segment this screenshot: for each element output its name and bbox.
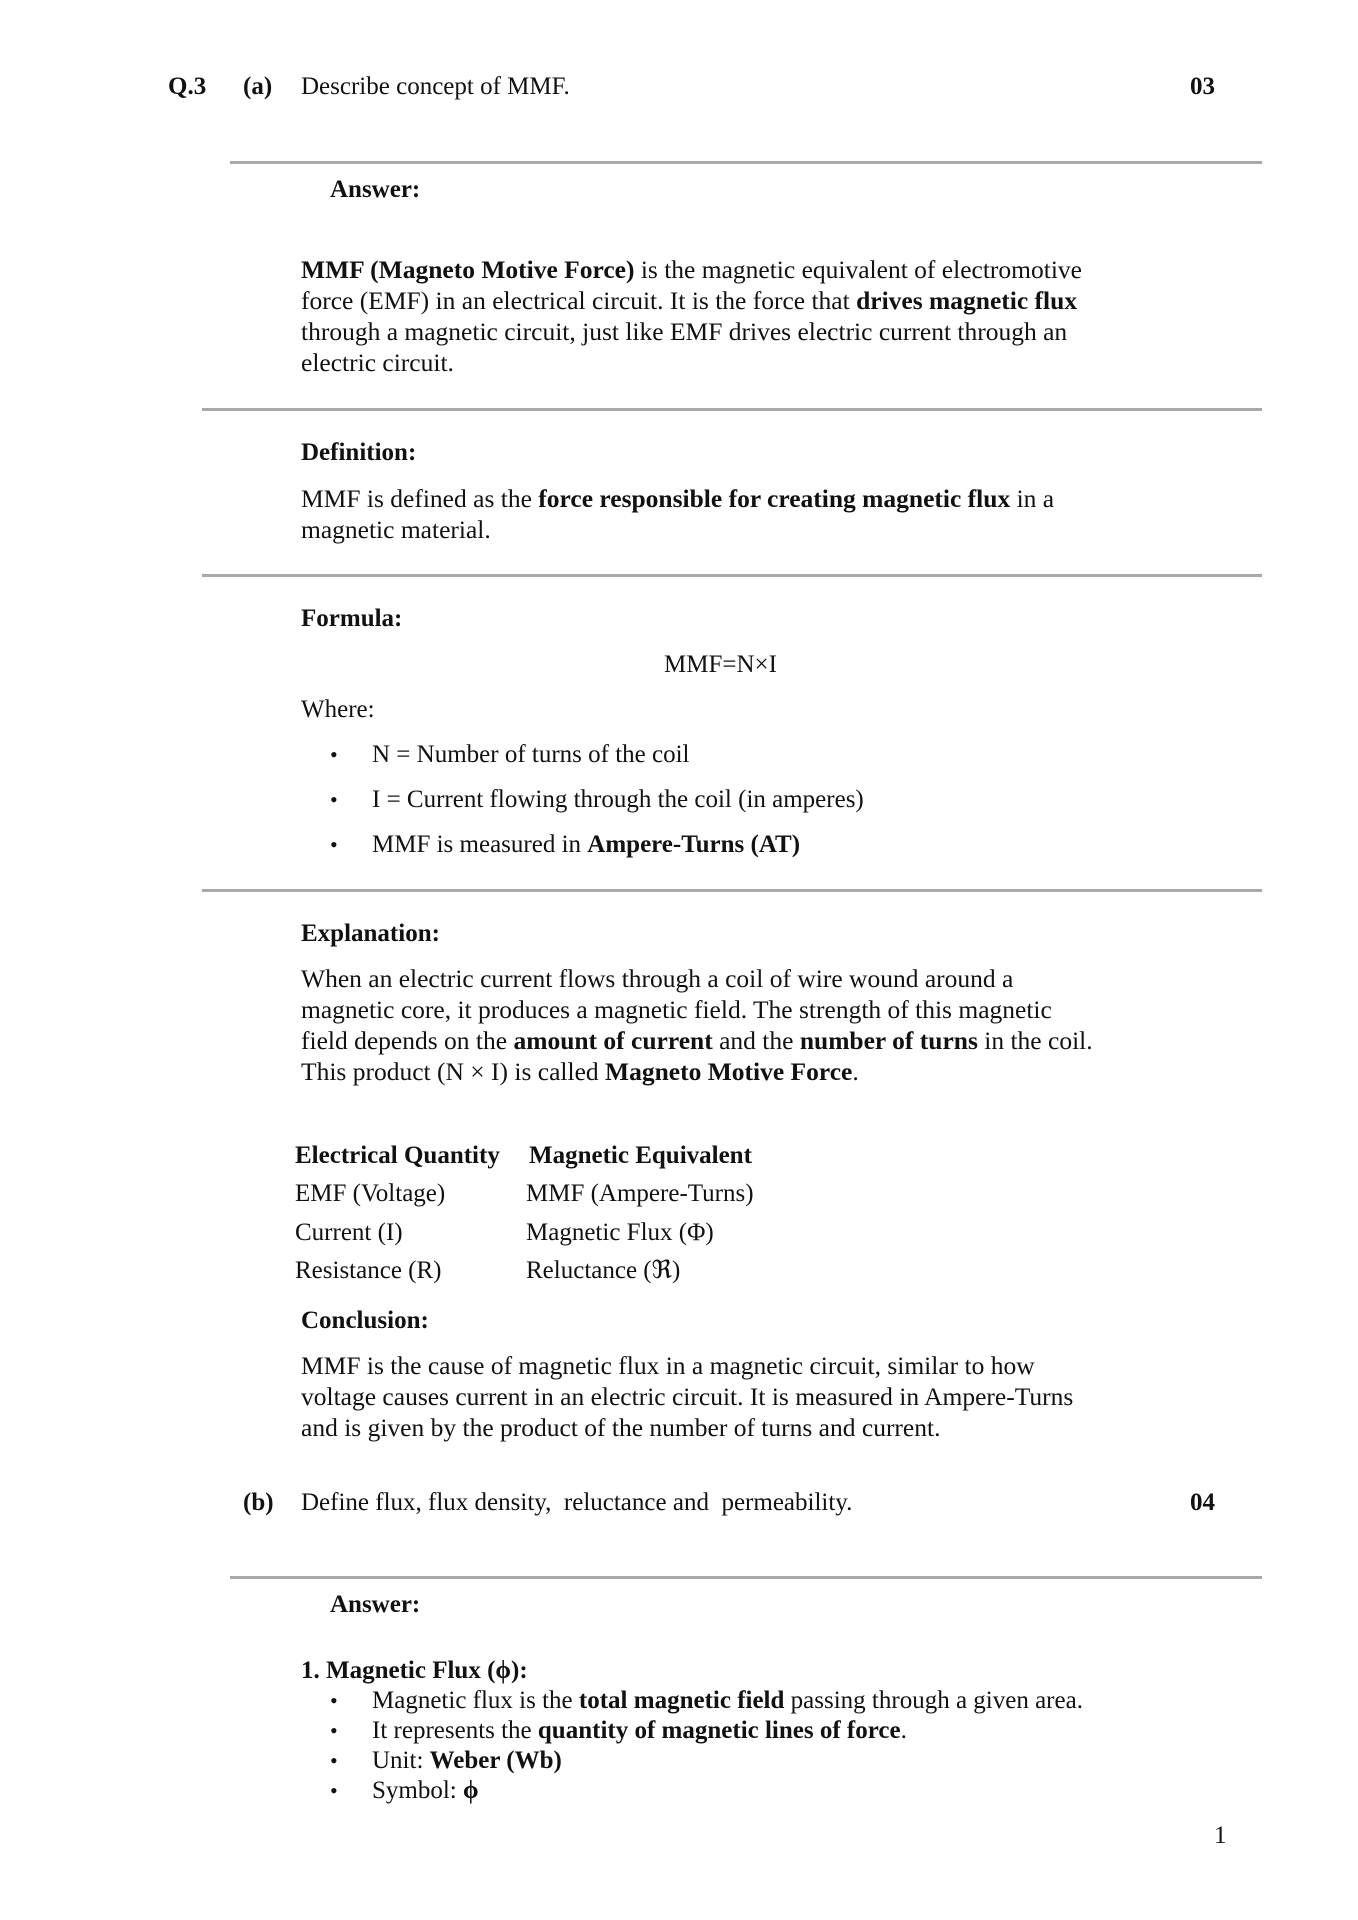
table-cell: Resistance (R) [295,1257,442,1284]
explanation-heading: Explanation: [301,920,440,947]
intro-paragraph: MMF (Magneto Motive Force) is the magnetic equivalent of electromotive force (EMF) in an electrical circuit. It is the force that drives magnetic flux through a magnetic circuit, just like EMF drives electric current through an electric circuit. [301,255,1082,377]
explanation-paragraph: When an electric current flows through a coil of wire wound around a magnetic core, it produces a magnetic field. The strength of this magnetic field depends on the amount of current and the number of turns in the coil. This product (N × I) is called Magneto Motive Force. [301,964,1093,1086]
flux-heading: 1. Magnetic Flux (ϕ): [301,1657,528,1684]
bullet-icon: • [330,787,338,812]
part-a-label: (a) [243,73,273,100]
bullet-icon: • [330,1688,338,1713]
divider [202,574,1262,577]
divider [202,889,1262,892]
part-b-question: Define flux, flux density, reluctance and permeability. [301,1489,853,1516]
bullet-icon: • [330,832,338,857]
definition-heading: Definition: [301,439,417,466]
answer-heading-a: Answer: [330,176,421,203]
part-b-marks: 04 [1190,1489,1215,1516]
question-number: Q.3 [168,73,207,100]
divider [230,1576,1262,1579]
mmf-term: MMF (Magneto Motive Force) [301,255,635,284]
table-cell: Reluctance (ℜ) [526,1257,681,1284]
part-b-label: (b) [243,1489,274,1516]
table-cell: Magnetic Flux (Φ) [526,1219,714,1246]
conclusion-heading: Conclusion: [301,1307,429,1334]
definition-paragraph: MMF is defined as the force responsible for creating magnetic flux in a magnetic material. [301,484,1055,544]
conclusion-paragraph: MMF is the cause of magnetic flux in a magnetic circuit, similar to how voltage causes current in an electric circuit. It is measured in Ampere-Turns and is given by the product of the number of turns and current. [301,1351,1074,1442]
divider [202,408,1262,411]
where-label: Where: [301,696,375,723]
table-header: Electrical Quantity [295,1142,500,1169]
bullet-icon: • [330,1718,338,1743]
formula-equation: MMF=N×I [664,651,777,678]
bullet-icon: • [330,1748,338,1773]
bullet-icon: • [330,1778,338,1803]
part-a-marks: 03 [1190,73,1215,100]
table-cell: EMF (Voltage) [295,1180,446,1207]
page-number: 1 [1214,1822,1227,1849]
table-header: Magnetic Equivalent [529,1142,752,1169]
table-cell: Current (I) [295,1219,403,1246]
divider [230,161,1262,164]
answer-heading-b: Answer: [330,1591,421,1618]
part-a-question: Describe concept of MMF. [301,73,570,100]
bullet-icon: • [330,742,338,767]
formula-heading: Formula: [301,605,403,632]
table-cell: MMF (Ampere-Turns) [526,1180,754,1207]
